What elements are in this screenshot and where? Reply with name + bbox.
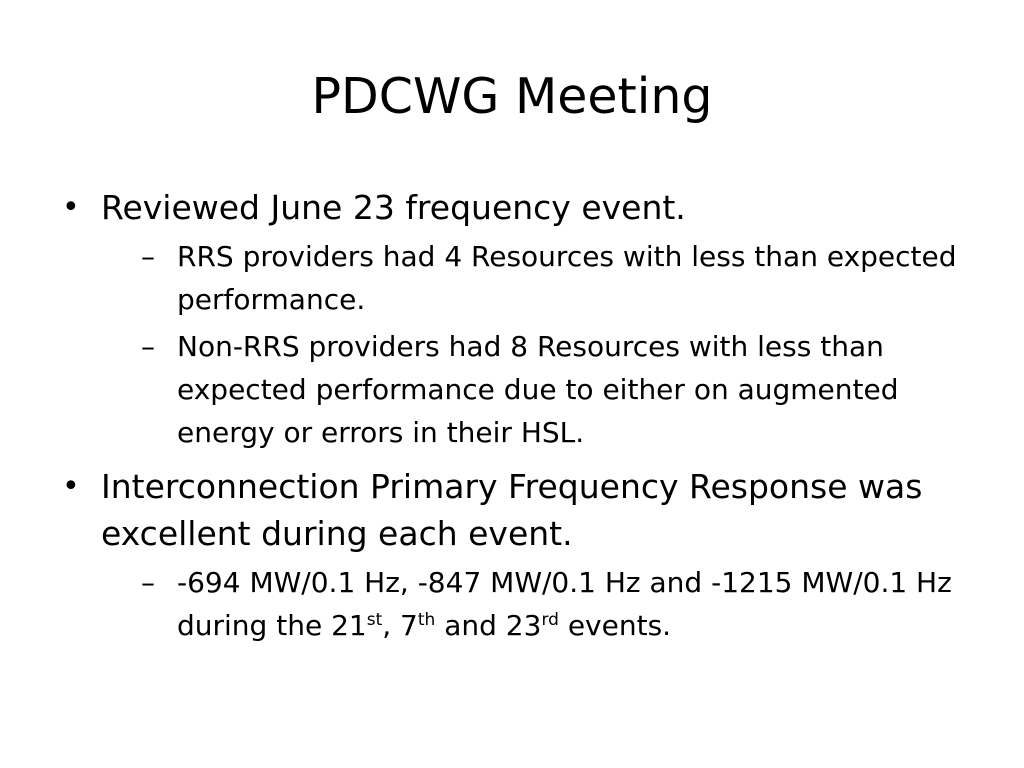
bullet-item-2	[58, 463, 978, 557]
bullet-item-1-text: Reviewed June 23 frequency event.	[101, 188, 686, 227]
slide-body	[58, 184, 978, 647]
bullet-item-1	[58, 184, 978, 231]
bullet-item-2-text: Interconnection Primary Frequency Response was excellent during each event.	[101, 467, 923, 553]
sub-item-2-1-text-part3: and 23	[435, 609, 542, 642]
sub-item-2-1-text	[177, 566, 952, 642]
superscript-rd: rd	[541, 610, 559, 630]
sub-item-2-1-text-part4: events.	[558, 609, 672, 642]
superscript-th: th	[417, 610, 436, 630]
sub-item-2-1-text-part1: -694 MW/0.1 Hz, -847 MW/0.1 Hz and -1215 MW/0.1 Hz during the 21	[177, 566, 952, 642]
dash-icon: –	[141, 240, 155, 273]
superscript-st: st	[366, 610, 383, 630]
slide-title: PDCWG Meeting	[311, 68, 713, 125]
dash-icon: –	[141, 566, 155, 599]
sub-item-2-1	[141, 561, 978, 647]
bullet-icon: •	[62, 190, 80, 225]
sub-item-1-1	[141, 235, 978, 321]
bullet-icon: •	[62, 469, 80, 504]
sub-item-1-2-text: Non-RRS providers had 8 Resources with less than expected performance due to either on augmented energy or errors in their HSL.	[177, 330, 899, 449]
sub-item-2-1-text-part2: , 7	[382, 609, 418, 642]
sub-item-1-2	[141, 325, 978, 454]
dash-icon: –	[141, 330, 155, 363]
sub-item-1-1-text: RRS providers had 4 Resources with less than expected performance.	[177, 240, 957, 316]
